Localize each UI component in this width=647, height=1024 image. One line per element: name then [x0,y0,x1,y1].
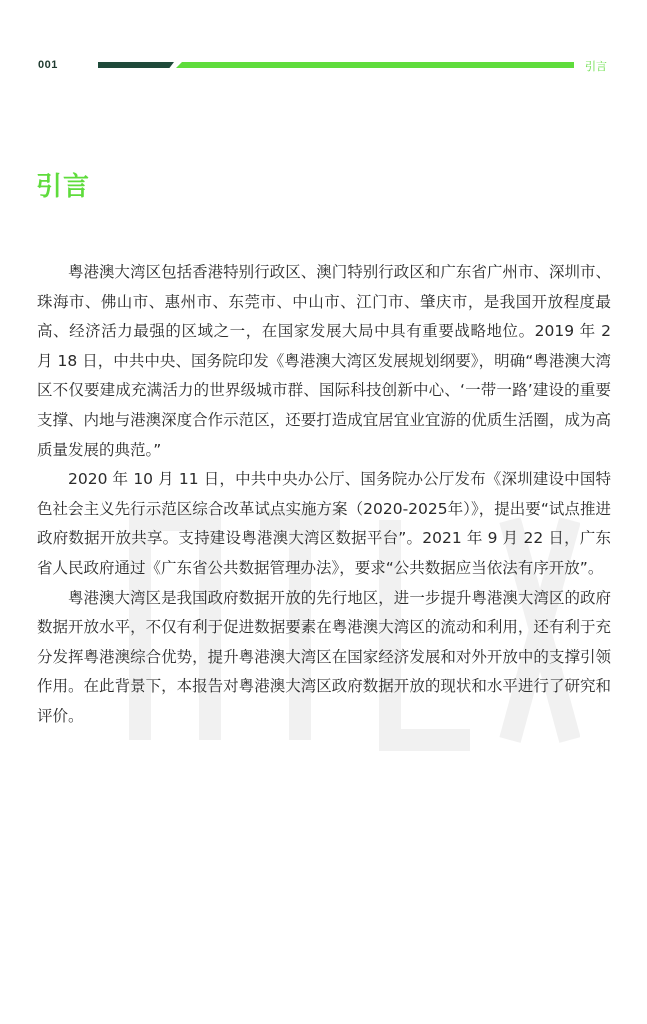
page-title: 引言 [36,172,91,202]
section-label: 引言 [585,60,607,73]
paragraph: 2020 年 10 月 11 日，中共中央办公厅、国务院办公厅发布《深圳建设中国特色社会主义先行示范区综合改革试点实施方案（2020-2025年）》，提出要“试点推进政府数据开放共享。支持建设粤港澳大湾区数据平台”。2021 年 9 月 22 日，广东省人民政府通过《广东省公共数据管理办法》，要求“公共数据应当依法有序开放”。 [37,470,611,577]
page-number: 001 [38,59,58,71]
paragraph: 粤港澳大湾区包括香港特别行政区、澳门特别行政区和广东省广州市、深圳市、珠海市、佛山市、惠州市、东莞市、中山市、江门市、肇庆市，是我国开放程度最高、经济活力最强的区域之一，在国家发展大局中具有重要战略地位。2019 年 2 月 18 日，中共中央、国务院印发《粤港澳大湾区发展规划纲要》，明确“粤港澳大湾区不仅要建成充满活力的世界级城市群、国际科技创新中心、‘一带一路’建设的重要支撑、内地与港澳深度合作示范区，还要打造成宜居宜业宜游的优质生活圈，成为高质量发展的典范。” [37,263,611,459]
header-bar-dark [98,62,174,68]
header-bar-green [176,62,574,68]
paragraph: 粤港澳大湾区是我国政府数据开放的先行地区，进一步提升粤港澳大湾区的政府数据开放水平，不仅有利于促进数据要素在粤港澳大湾区的流动和利用，还有利于充分发挥粤港澳综合优势，提升粤港澳大湾区在国家经济发展和对外开放中的支撑引领作用。在此背景下，本报告对粤港澳大湾区政府数据开放的现状和水平进行了研究和评价。 [37,588,611,725]
body-text [37,258,611,732]
